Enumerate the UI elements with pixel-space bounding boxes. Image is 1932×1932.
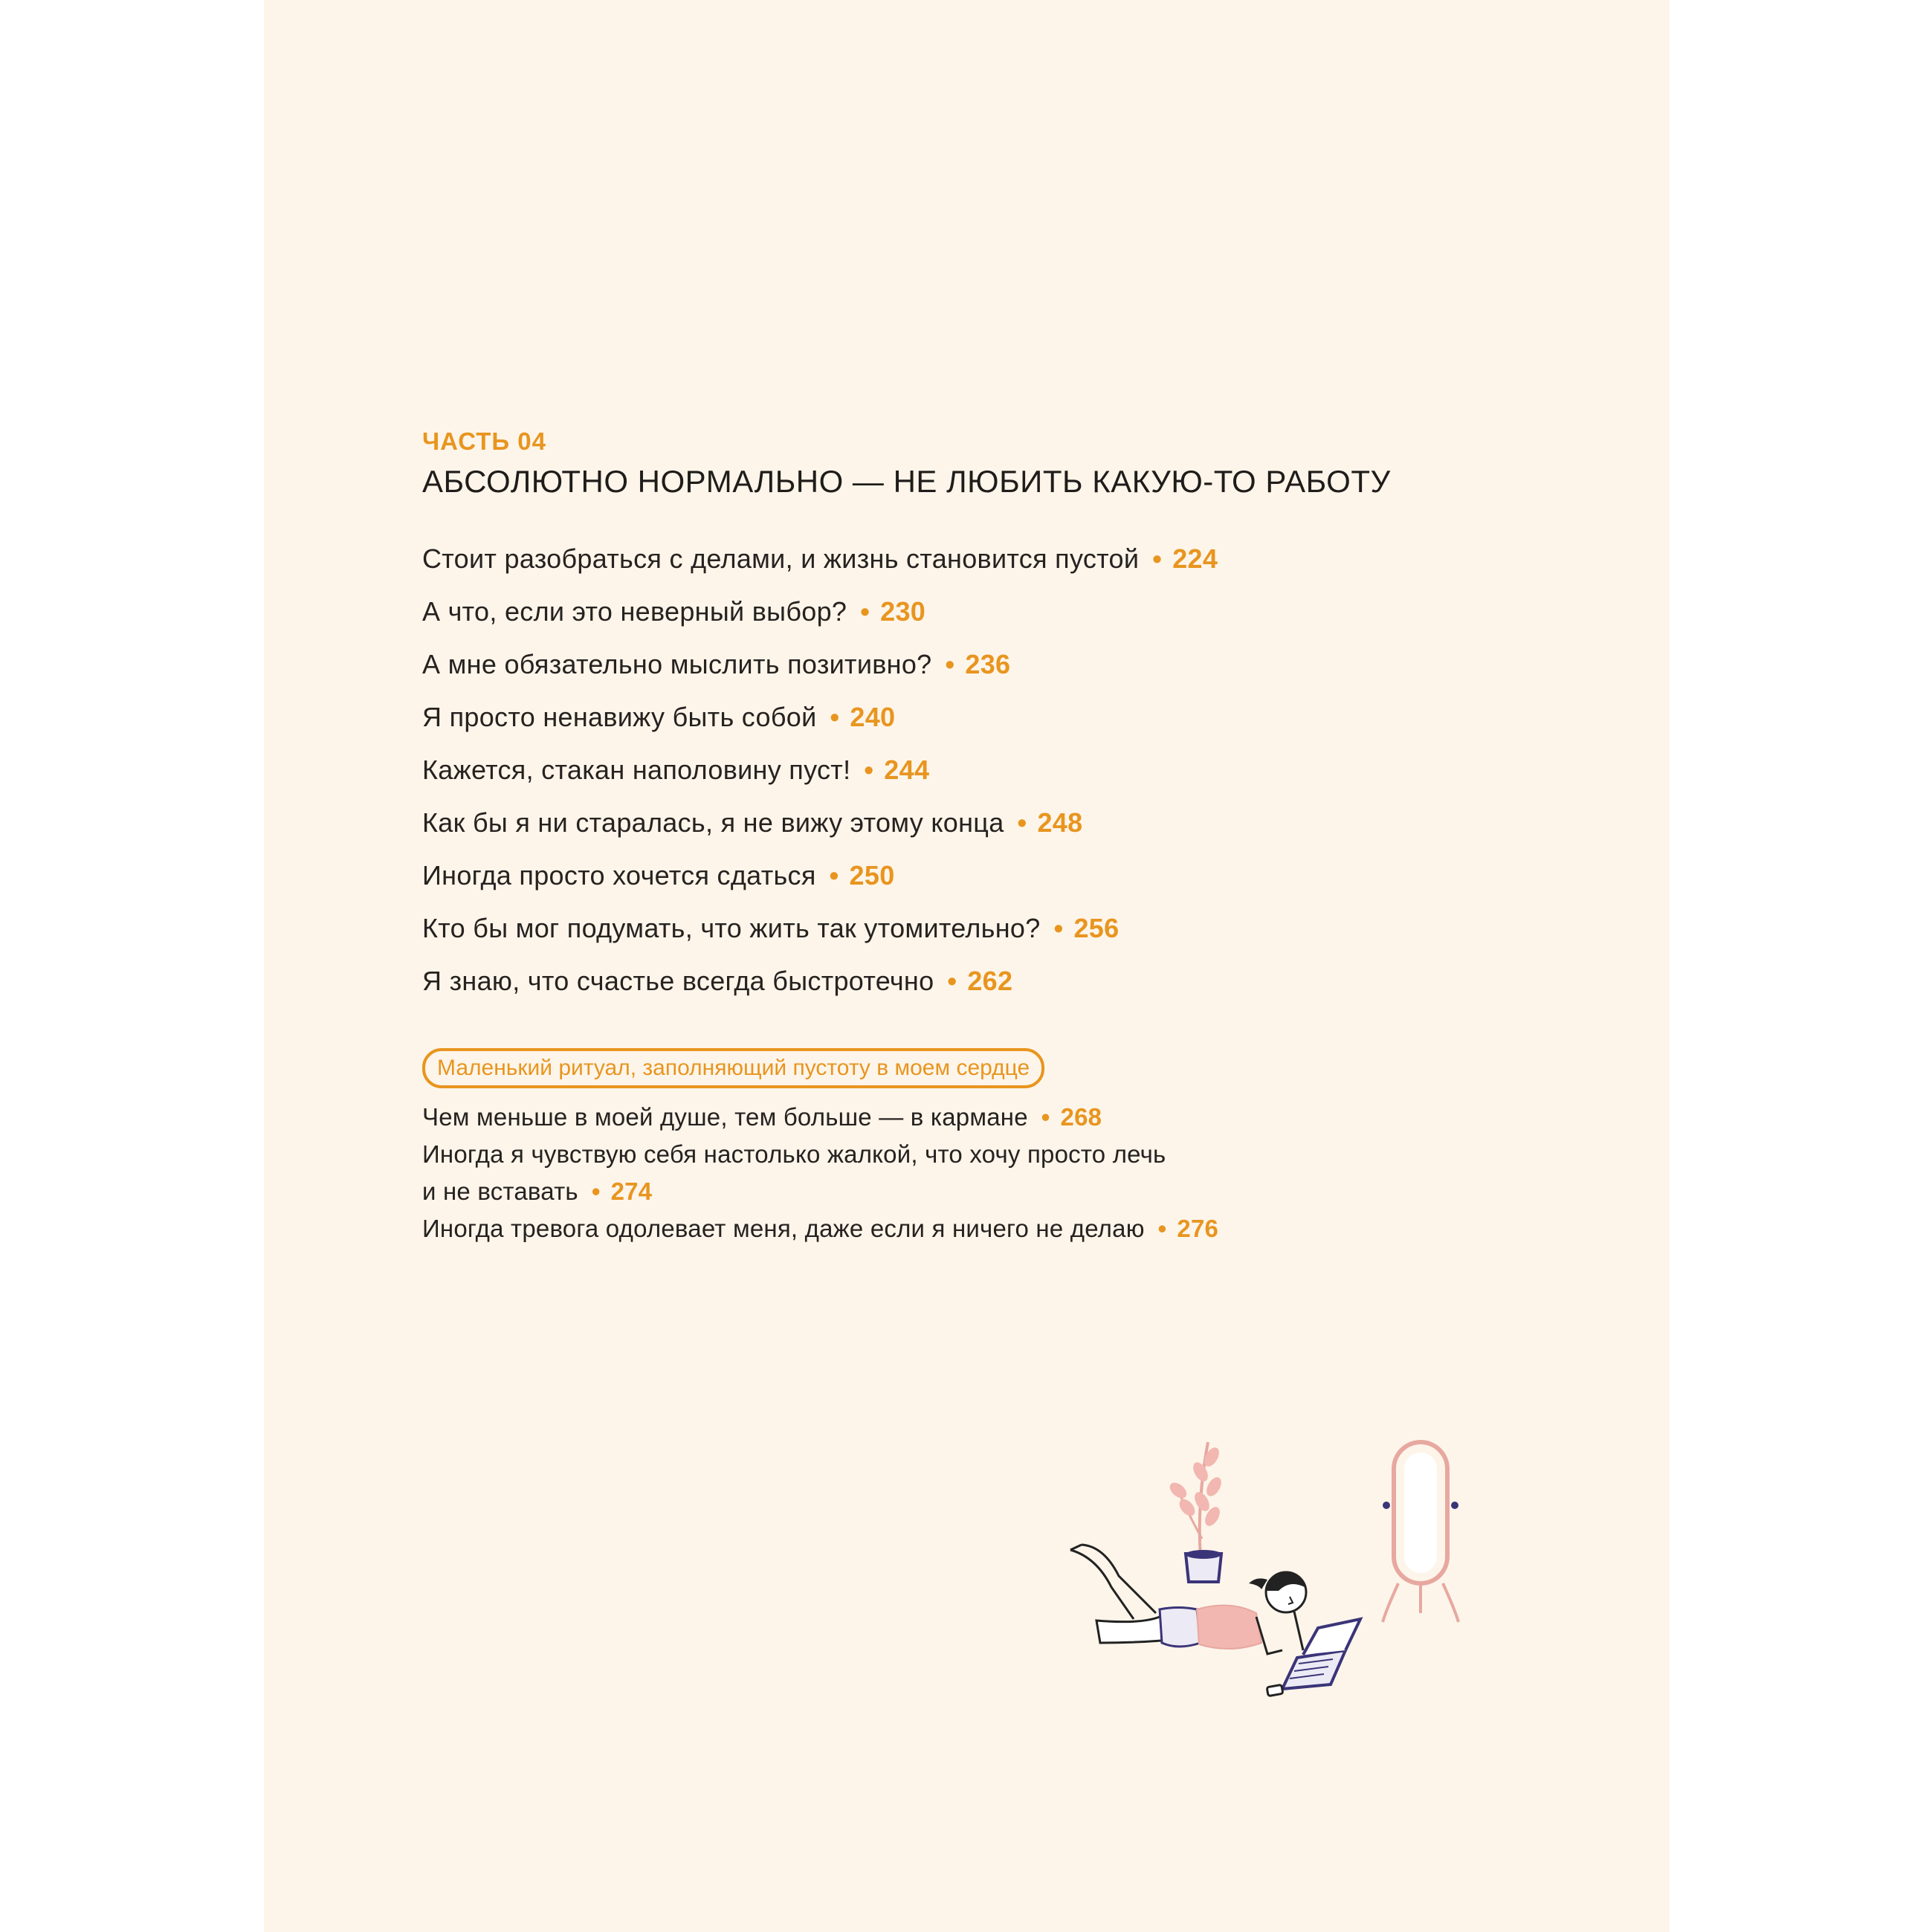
toc-list — [422, 540, 1218, 1015]
ritual-item[interactable]: Иногда тревога одолевает меня, даже если я ничего не делаю • 276 — [422, 1215, 1219, 1242]
part-title: АБСОЛЮТНО НОРМАЛЬНО — НЕ ЛЮБИТЬ КАКУЮ-ТО РАБОТУ — [422, 464, 1391, 499]
toc-item[interactable]: А мне обязательно мыслить позитивно? • 236 — [422, 649, 1011, 679]
phone-icon — [1267, 1684, 1283, 1696]
toc-item[interactable]: Иногда просто хочется сдаться • 250 — [422, 860, 895, 891]
toc-item[interactable]: Я знаю, что счастье всегда быстротечно • 262 — [422, 966, 1013, 996]
ritual-item-continued[interactable]: и не вставать • 274 — [422, 1177, 653, 1205]
girl-with-laptop-illustration — [1067, 1427, 1483, 1725]
toc-item[interactable]: Я просто ненавижу быть собой • 240 — [422, 702, 896, 732]
ritual-list — [422, 1099, 1218, 1247]
toc-item[interactable]: Кажется, стакан наполовину пуст! • 244 — [422, 755, 930, 785]
mirror-icon — [1383, 1442, 1458, 1622]
ritual-heading: Маленький ритуал, заполняющий пустоту в моем сердце — [422, 1048, 1044, 1088]
ritual-item[interactable]: Чем меньше в моей душе, тем больше — в кармане • 268 — [422, 1103, 1102, 1131]
book-page — [264, 0, 1670, 1932]
laptop-icon — [1282, 1619, 1360, 1689]
toc-item[interactable]: А что, если это неверный выбор? • 230 — [422, 596, 926, 627]
ritual-item[interactable]: Иногда я чувствую себя настолько жалкой, что хочу просто лечь — [422, 1140, 1166, 1168]
toc-item[interactable]: Как бы я ни старалась, я не вижу этому конца • 248 — [422, 807, 1083, 838]
plant-icon — [1167, 1442, 1224, 1582]
toc-item[interactable]: Кто бы мог подумать, что жить так утомительно? • 256 — [422, 913, 1120, 943]
part-label: ЧАСТЬ 04 — [422, 427, 546, 455]
toc-item[interactable]: Стоит разобраться с делами, и жизнь становится пустой • 224 — [422, 543, 1218, 574]
